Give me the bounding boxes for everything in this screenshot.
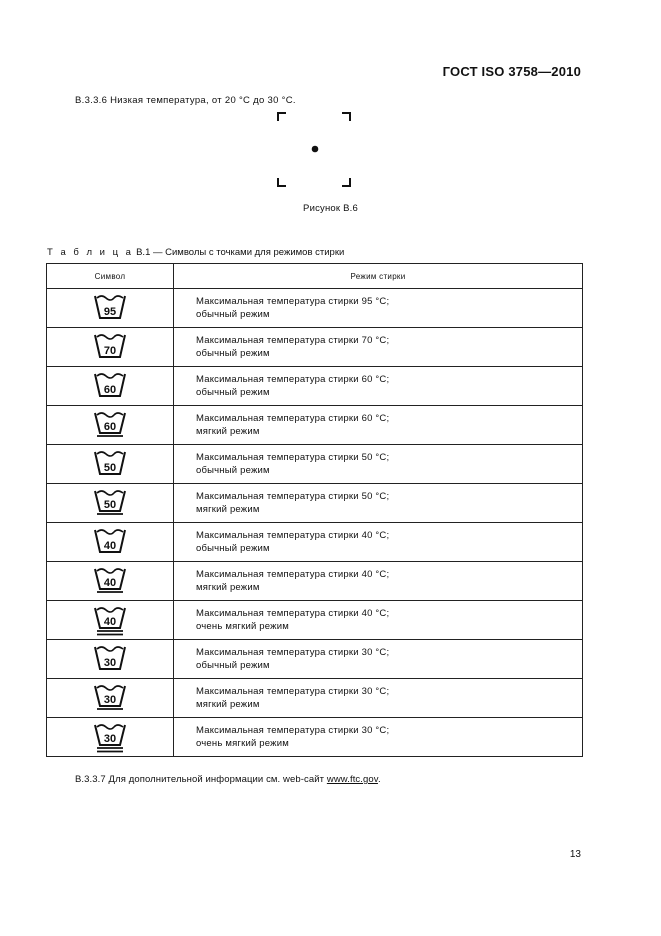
table-row xyxy=(47,562,583,601)
wash-tub-icon xyxy=(93,290,127,326)
table-row xyxy=(47,601,583,640)
section-heading: В.3.3.6 Низкая температура, от 20 °С до 30 °С. xyxy=(75,95,296,106)
note-text: В.3.3.7 Для дополнительной информации см. web-сайт xyxy=(75,774,327,785)
wash-symbol-cell xyxy=(47,484,174,523)
max-temperature-text: Максимальная температура стирки 40 °С; xyxy=(196,608,390,619)
max-temperature-text: Максимальная температура стирки 95 °С; xyxy=(196,296,390,307)
wash-mode-cell xyxy=(174,601,583,640)
wash-temperature-label: 40 xyxy=(103,577,117,589)
wash-tub-icon xyxy=(93,368,127,404)
max-temperature-text: Максимальная температура стирки 60 °С; xyxy=(196,413,390,424)
wash-mode-text: обычный режим xyxy=(196,465,270,476)
wash-tub-icon xyxy=(93,719,127,755)
wash-temperature-label: 70 xyxy=(103,345,117,357)
wash-tub-icon xyxy=(93,485,127,521)
table-row xyxy=(47,445,583,484)
wash-symbol-cell xyxy=(47,367,174,406)
wash-mode-cell xyxy=(174,367,583,406)
max-temperature-text: Максимальная температура стирки 30 °С; xyxy=(196,647,390,658)
max-temperature-text: Максимальная температура стирки 50 °С; xyxy=(196,452,390,463)
wash-symbol-cell xyxy=(47,328,174,367)
wash-symbol-cell xyxy=(47,562,174,601)
wash-mode-cell xyxy=(174,640,583,679)
wash-mode-text: очень мягкий режим xyxy=(196,621,289,632)
wash-temperature-label: 50 xyxy=(103,462,117,474)
wash-tub-icon xyxy=(93,329,127,365)
wash-mode-text: обычный режим xyxy=(196,543,270,554)
wash-mode-text: мягкий режим xyxy=(196,504,260,515)
wash-temperature-label: 60 xyxy=(103,421,117,433)
wash-temperature-label: 30 xyxy=(103,694,117,706)
table-row xyxy=(47,523,583,562)
wash-tub-icon xyxy=(93,407,127,443)
table-caption xyxy=(47,247,344,258)
wash-tub-icon xyxy=(93,446,127,482)
wash-tub-icon xyxy=(93,563,127,599)
wash-mode-text: обычный режим xyxy=(196,309,270,320)
wash-mode-text: мягкий режим xyxy=(196,426,260,437)
wash-mode-text: обычный режим xyxy=(196,660,270,671)
table-row xyxy=(47,406,583,445)
wash-mode-text: обычный режим xyxy=(196,348,270,359)
max-temperature-text: Максимальная температура стирки 60 °С; xyxy=(196,374,390,385)
document-code: ГОСТ ISO 3758—2010 xyxy=(442,64,581,79)
wash-temperature-label: 50 xyxy=(103,499,117,511)
max-temperature-text: Максимальная температура стирки 40 °С; xyxy=(196,569,390,580)
wash-mode-cell xyxy=(174,445,583,484)
wash-mode-cell xyxy=(174,484,583,523)
figure-caption: Рисунок В.6 xyxy=(303,203,358,214)
wash-symbols-table xyxy=(46,263,583,757)
ftc-website-link[interactable]: www.ftc.gov xyxy=(326,774,378,785)
wash-mode-text: мягкий режим xyxy=(196,582,260,593)
wash-symbol-cell xyxy=(47,718,174,757)
max-temperature-text: Максимальная температура стирки 40 °С; xyxy=(196,530,390,541)
wash-mode-cell xyxy=(174,523,583,562)
wash-symbol-cell xyxy=(47,640,174,679)
wash-symbol-cell xyxy=(47,406,174,445)
wash-temperature-label: 60 xyxy=(103,384,117,396)
wash-tub-icon xyxy=(93,524,127,560)
wash-symbol-cell xyxy=(47,445,174,484)
note-suffix: . xyxy=(377,774,381,785)
low-temperature-figure xyxy=(277,112,351,187)
wash-temperature-label: 95 xyxy=(103,306,117,318)
table-row xyxy=(47,289,583,328)
wash-temperature-label: 40 xyxy=(103,616,117,628)
column-header-wash-mode: Режим стирки xyxy=(174,264,583,289)
max-temperature-text: Максимальная температура стирки 30 °С; xyxy=(196,725,390,736)
table-row xyxy=(47,328,583,367)
wash-symbol-cell xyxy=(47,601,174,640)
wash-temperature-label: 40 xyxy=(103,540,117,552)
wash-mode-text: очень мягкий режим xyxy=(196,738,289,749)
wash-mode-cell xyxy=(174,718,583,757)
max-temperature-text: Максимальная температура стирки 50 °С; xyxy=(196,491,390,502)
page-number: 13 xyxy=(569,849,581,860)
wash-mode-text: обычный режим xyxy=(196,387,270,398)
wash-tub-icon xyxy=(93,602,127,638)
wash-mode-cell xyxy=(174,406,583,445)
table-row xyxy=(47,679,583,718)
wash-mode-cell xyxy=(174,289,583,328)
wash-symbol-cell xyxy=(47,289,174,328)
wash-temperature-label: 30 xyxy=(103,657,117,669)
max-temperature-text: Максимальная температура стирки 70 °С; xyxy=(196,335,390,346)
wash-mode-cell xyxy=(174,328,583,367)
wash-mode-cell xyxy=(174,562,583,601)
wash-temperature-label: 30 xyxy=(103,733,117,745)
table-header-row xyxy=(47,264,583,289)
table-row xyxy=(47,640,583,679)
column-header-symbol: Символ xyxy=(47,264,174,289)
table-row xyxy=(47,484,583,523)
table-row xyxy=(47,367,583,406)
wash-tub-icon xyxy=(93,680,127,716)
wash-mode-text: мягкий режим xyxy=(196,699,260,710)
wash-symbol-cell xyxy=(47,679,174,718)
table-row xyxy=(47,718,583,757)
wash-mode-cell xyxy=(174,679,583,718)
wash-symbol-cell xyxy=(47,523,174,562)
table-caption-prefix: Т а б л и ц а xyxy=(47,247,134,258)
max-temperature-text: Максимальная температура стирки 30 °С; xyxy=(196,686,390,697)
additional-info-note xyxy=(75,774,381,785)
wash-tub-icon xyxy=(93,641,127,677)
table-caption-title: В.1 — Символы с точками для режимов стирки xyxy=(133,247,345,258)
